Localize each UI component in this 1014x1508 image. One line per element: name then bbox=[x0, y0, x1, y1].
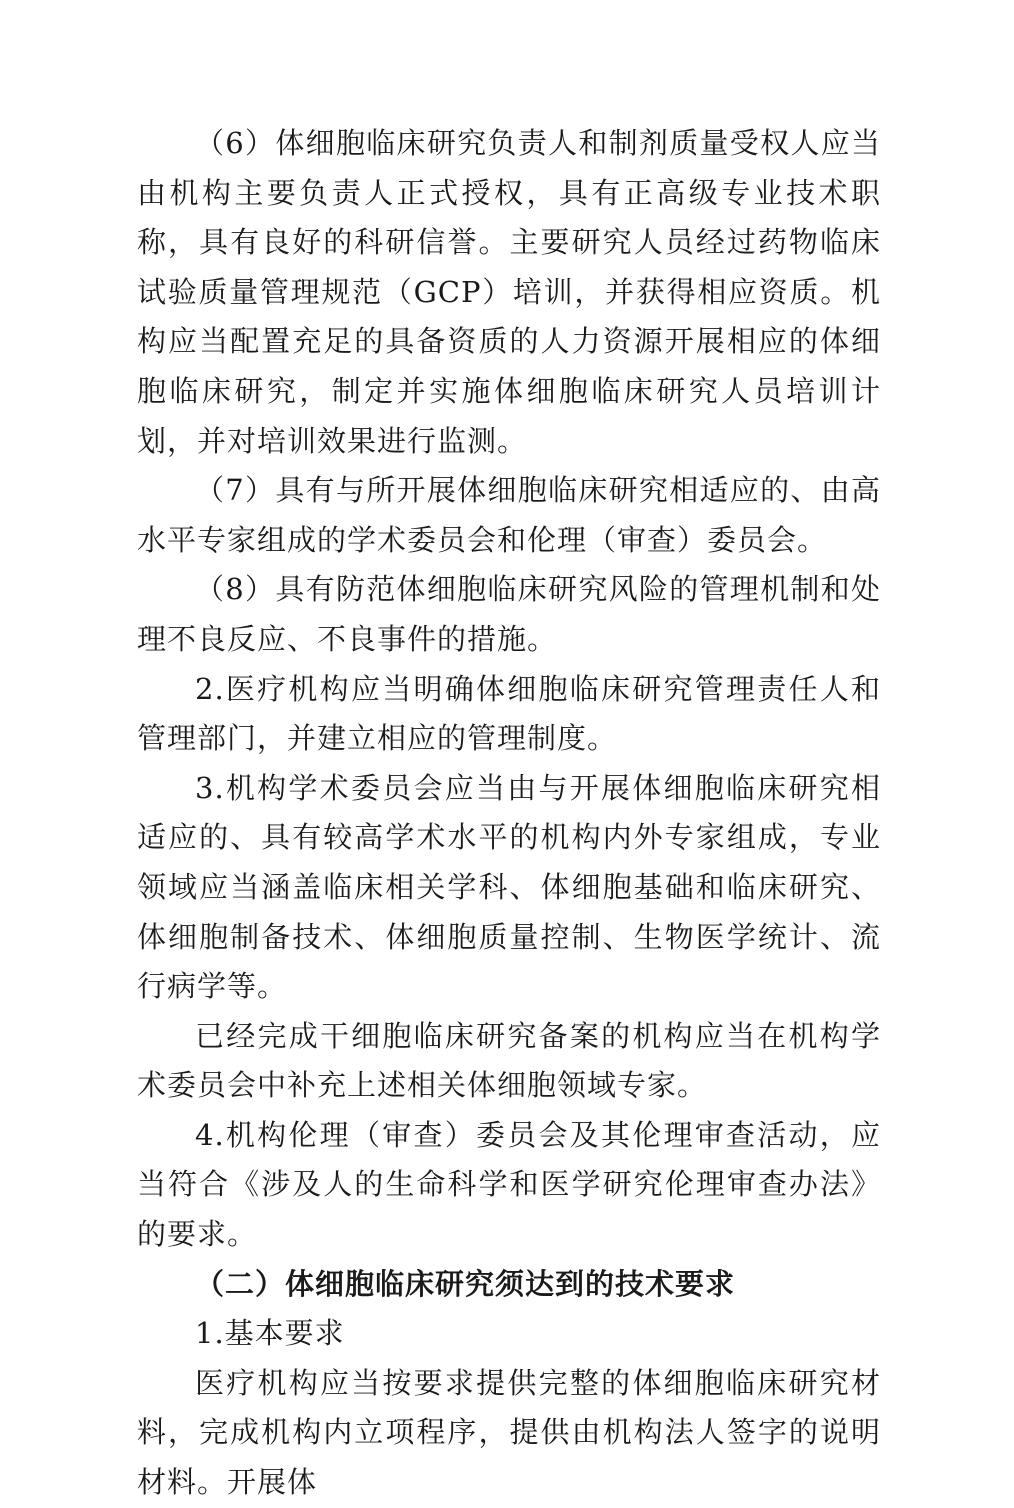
paragraph-4-ethics-committee: 4.机构伦理（审查）委员会及其伦理审查活动，应当符合《涉及人的生命科学和医学研究伦理审查办法》的要求。 bbox=[137, 1117, 881, 1252]
subheading-basic-requirements: 1.基本要求 bbox=[195, 1316, 345, 1351]
paragraph-6-research-lead: （6）体细胞临床研究负责人和制剂质量受权人应当由机构主要负责人正式授权，具有正高级专业技术职称，具有良好的科研信誉。主要研究人员经过药物临床试验质量管理规范（GCP）培训，并获得相应资质。机构应当配置充足的具备资质的人力资源开展相应的体细胞临床研究，制定并实施体细胞临床研究人员培训计划，并对培训效果进行监测。 bbox=[137, 126, 881, 458]
paragraph-stem-cell-supplement: 已经完成干细胞临床研究备案的机构应当在机构学术委员会中补充上述相关体细胞领域专家。 bbox=[137, 1018, 881, 1103]
section-heading-technical-requirements: （二）体细胞临床研究须达到的技术要求 bbox=[195, 1266, 736, 1301]
paragraph-2-management-dept: 2.医疗机构应当明确体细胞临床研究管理责任人和管理部门，并建立相应的管理制度。 bbox=[137, 671, 881, 756]
paragraph-8-risk-management: （8）具有防范体细胞临床研究风险的管理机制和处理不良反应、不良事件的措施。 bbox=[137, 572, 881, 656]
paragraph-7-committees: （7）具有与所开展体细胞临床研究相适应的、由高水平专家组成的学术委员会和伦理（审查）委员会。 bbox=[137, 473, 881, 557]
document-body bbox=[137, 119, 881, 1508]
paragraph-basic-requirements-text: 医疗机构应当按要求提供完整的体细胞临床研究材料，完成机构内立项程序，提供由机构法人签字的说明材料。开展体 bbox=[137, 1365, 881, 1500]
paragraph-3-academic-committee: 3.机构学术委员会应当由与开展体细胞临床研究相适应的、具有较高学术水平的机构内外专家组成，专业领域应当涵盖临床相关学科、体细胞基础和临床研究、体细胞制备技术、体细胞质量控制、生物医学统计、流行病学等。 bbox=[137, 770, 881, 1004]
